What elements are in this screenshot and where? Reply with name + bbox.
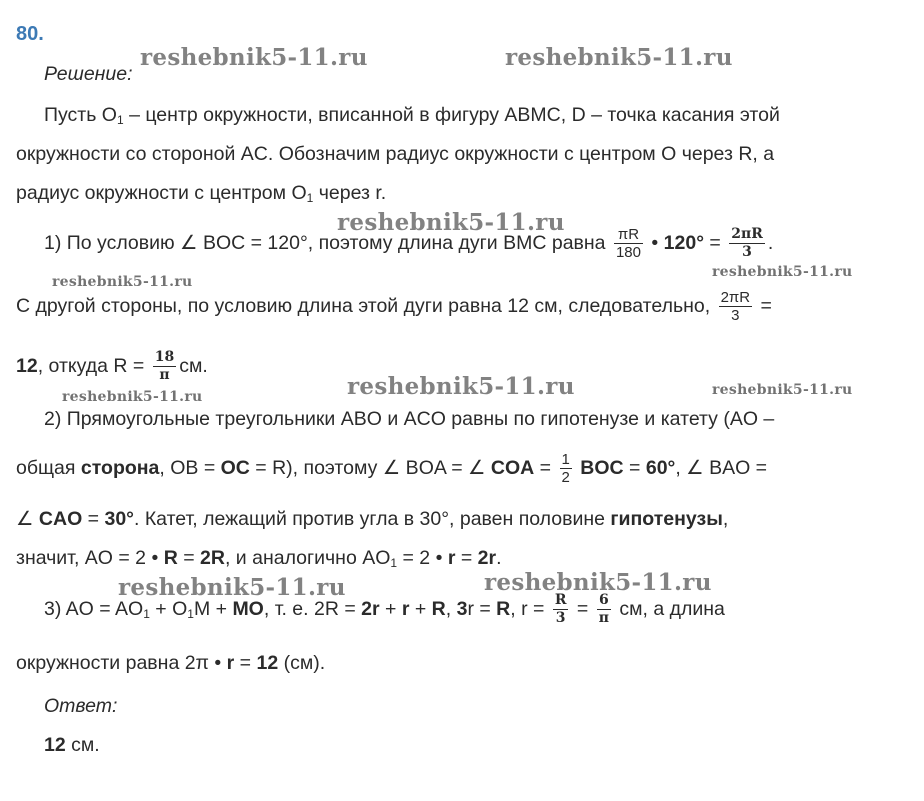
problem-number: 80. (16, 23, 44, 45)
intro-line-2: окружности со стороной AC. Обозначим радиус окружности с центром O через R, а (16, 143, 775, 165)
step2-line-4: значит, AO = 2 • R = 2R, и аналогично $AO_1 = 2$ • r = 2r. (16, 547, 502, 570)
watermark: reshebnik5-11.ru (484, 569, 712, 596)
answer-heading: Ответ: (44, 695, 118, 717)
step1-line-3: 12, откуда R = $\frac{18}{\pi}$ см. (16, 349, 208, 384)
step2-line-1: 2) Прямоугольные треугольники ABO и ACO равны по гипотенузе и катету (AO – (44, 408, 775, 430)
solution-heading: Решение: (44, 63, 133, 85)
watermark: reshebnik5-11.ru (140, 44, 368, 71)
watermark: reshebnik5-11.ru (337, 209, 565, 236)
fraction: $\frac{1}{2}$ (561, 451, 570, 487)
fraction: $\frac{2\pi R}{3}$ (731, 226, 763, 261)
watermark: reshebnik5-11.ru (712, 264, 853, 280)
watermark: reshebnik5-11.ru (52, 274, 193, 290)
step2-line-3: ∠ CAO = 30°. Катет, лежащий против угла в 30°, равен половине гипотенузы, (16, 508, 729, 530)
watermark: reshebnik5-11.ru (347, 373, 575, 400)
step1-line-1: 1) По условию ∠ BOC = 120°, поэтому длина дуги BMC равна $\frac{\pi R}{180}$ • 120° = $\frac{2\pi R}{3}$ . (44, 226, 774, 262)
intro-line-3: радиус окружности с центром $O_1$ через r. (16, 182, 387, 205)
watermark: reshebnik5-11.ru (712, 382, 853, 398)
watermark: reshebnik5-11.ru (62, 389, 203, 405)
answer-value: 12 см. (44, 734, 100, 756)
fraction: $\frac{\pi R}{180}$ (615, 226, 641, 262)
intro-line-1: Пусть $O_1$ – центр окружности, вписанной в фигуру ABMC, D – точка касания этой (44, 104, 780, 127)
step3-line-1: 3) AO = $AO_1 + O_1M$ + MO, т. е. 2R = 2r + r + R, 3r = R, r = $\frac{R}{3}$ = $\frac{6}{\pi}$ см, а длина (44, 592, 725, 627)
fraction: $\frac{18}{\pi}$ (154, 349, 175, 384)
step3-line-2: окружности равна 2π • r = 12 (см). (16, 652, 326, 674)
watermark: reshebnik5-11.ru (118, 574, 346, 601)
step2-line-2: общая сторона, OB = OC = R), поэтому ∠ BOA = ∠ COA = $\frac{1}{2}$ BOC = 60°, ∠ BAO = (16, 451, 768, 487)
fraction: $\frac{6}{\pi}$ (598, 592, 609, 627)
step1-line-2: С другой стороны, по условию длина этой дуги равна 12 см, следовательно, $\frac{2\pi R}{3}$ = (16, 289, 772, 325)
watermark: reshebnik5-11.ru (505, 44, 733, 71)
fraction: $\frac{R}{3}$ (554, 592, 567, 627)
fraction: $\frac{2\pi R}{3}$ (720, 289, 751, 325)
